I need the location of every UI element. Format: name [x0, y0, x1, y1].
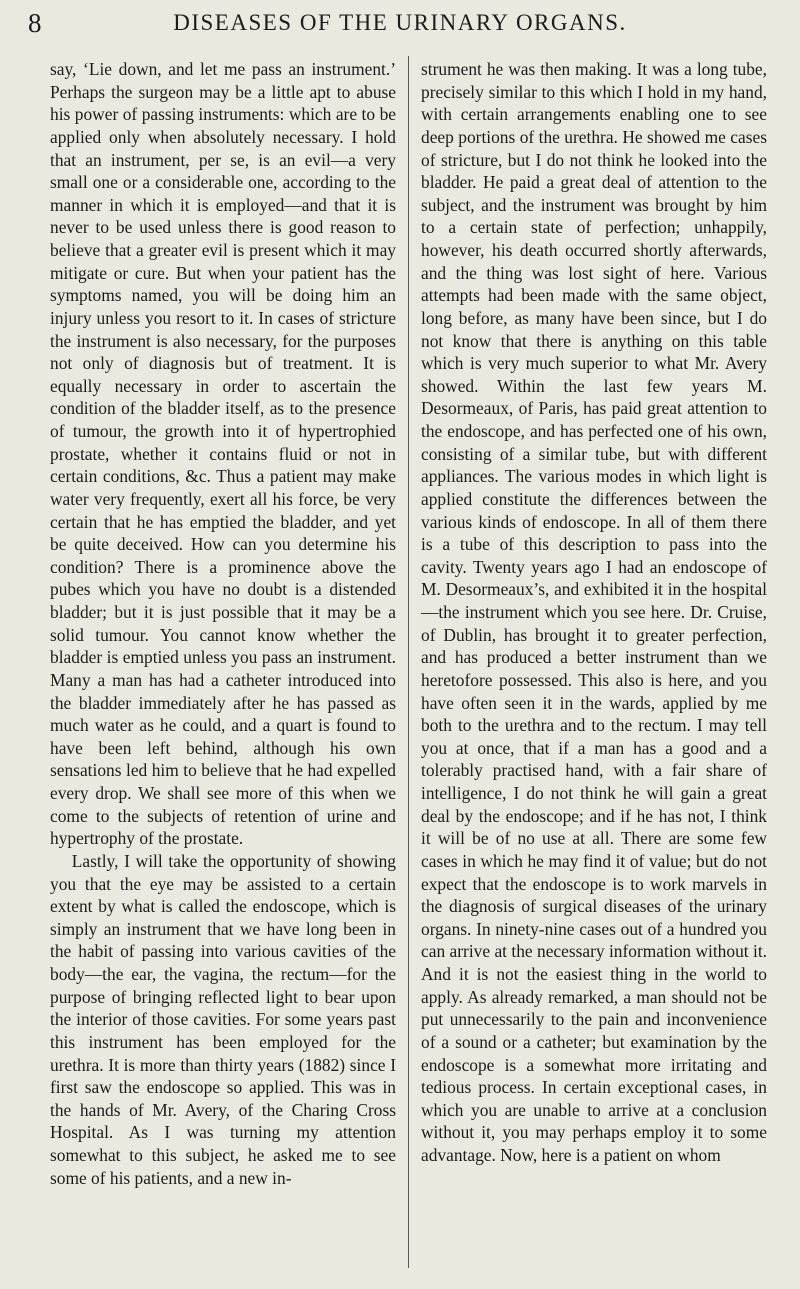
page-header: [28, 6, 772, 46]
left-paragraph-2: Lastly, I will take the opportunity of showing you that the eye may be assisted to a certain extent by what is called the endoscope, which is simply an instrument that we have long been in the habit of passing into various cavities of the body—the ear, the vagina, the rectum—for the purpose of bringing reflected light to bear upon the interior of those cavities. For some years past this instrument has been employed for the urethra. It is more than thirty years (1882) since I first saw the endoscope so applied. This was in the hands of Mr. Avery, of the Charing Cross Hospital. As I was turning my attention somewhat to this subject, he asked me to see some of his patients, and a new in-: [50, 850, 396, 1188]
page-number: 8: [28, 8, 42, 38]
right-paragraph-1: strument he was then making. It was a long tube, precisely similar to this which I hold in my hand, with certain arrangements enabling one to see deep portions of the urethra. He showed me cases of stricture, but I do not think he looked into the bladder. He paid a great deal of attention to the subject, and the instrument was brought by him to a certain state of perfection; unhappily, however, his death occurred shortly afterwards, and the thing was lost sight of here. Various attempts had been made with the same object, long before, as many have been since, but I do not know that there is anything on this table which is very much superior to what Mr. Avery showed. Within the last few years M. Desormeaux, of Paris, has paid great attention to the endoscope, and has perfected one of his own, consisting of a similar tube, but with different appliances. The various modes in which light is applied constitute the differences between the various kinds of endoscope. In all of them there is a tube of this description to pass into the cavity. Twenty years ago I had an endoscope of M. Desormeaux’s, and exhibited it in the hospital—the instrument which you see here. Dr. Cruise, of Dublin, has brought it to greater perfection, and has produced a better instrument than we heretofore possessed. This also is here, and you have often seen it in the wards, applied by me both to the urethra and to the rectum. I may tell you at once, that if a man has a good and a tolerably practised hand, with a fair share of intelligence, I do not think he will gain a great deal by the endoscope; and if he has not, I think it will be of no use at all. There are some few cases in which he may find it of value; but do not expect that the endoscope is to work marvels in the diagnosis of surgical diseases of the urinary organs. In ninety-nine cases out of a hundred you can arrive at the necessary information without it. And it is not the easiest thing in the world to apply. As already remarked, a man should not be put unnecessarily to the pain and inconvenience of a sound or a catheter; but examination by the endoscope is a somewhat more irritating and tedious process. In certain exceptional cases, in which you are unable to arrive at a conclusion without it, you may perhaps employ it to some advantage. Now, here is a patient on whom: [421, 59, 767, 1165]
left-paragraph-1: say, ‘Lie down, and let me pass an instrument.’ Perhaps the surgeon may be a little apt to abuse his power of passing instruments: which are to be applied only when absolutely necessary. I hold that an instrument, per se, is an evil—a very small one or a considerable one, according to the manner in which it is employed—and that it is never to be used unless there is good reason to believe that a greater evil is present which it may mitigate or cure. But when your patient has the symptoms named, you will be doing him an injury unless you resort to it. In cases of stricture the instrument is also necessary, for the purposes not only of diagnosis but of treatment. It is equally necessary in order to ascertain the condition of the bladder itself, as to the presence of tumour, the growth into it of hypertrophied prostate, whether it contains fluid or not in certain conditions, &c. Thus a patient may make water very frequently, exert all his force, be very certain that he has emptied the bladder, and yet be quite deceived. How can you determine his condition? There is a prominence above the pubes which you have no doubt is a distended bladder; but it is just possible that it may be a solid tumour. You cannot know whether the bladder is emptied unless you pass an instrument. Many a man has had a catheter introduced into the bladder immediately after he has passed as much water as he could, and a quart is found to have been left behind, although his own sensations led him to believe that he had expelled every drop. We shall see more of this when we come to the subjects of retention of urine and hypertrophy of the prostate.: [50, 59, 396, 849]
left-column: [50, 58, 396, 1189]
right-column: [421, 58, 767, 1167]
running-head: DISEASES OF THE URINARY ORGANS.: [173, 10, 627, 35]
column-divider: [408, 56, 409, 1268]
